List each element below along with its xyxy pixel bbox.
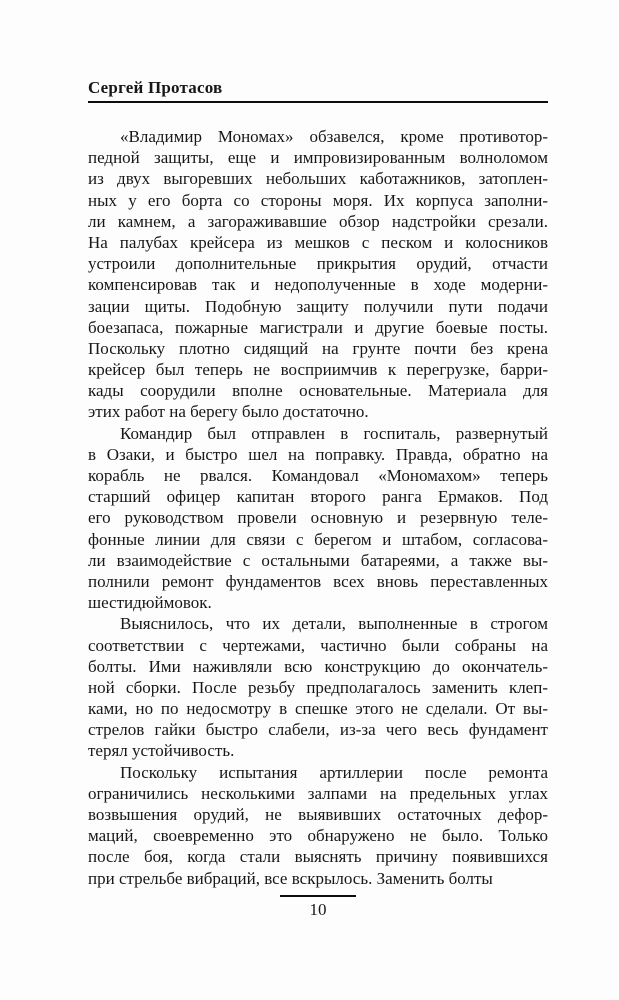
paragraph [88, 423, 548, 614]
author-name: Сергей Протасов [88, 78, 223, 97]
text-line: зации щиты. Подобную защиту получили пути подачи [88, 296, 548, 316]
text-line: из двух выгоревших небольших каботажников, затоплен- [88, 169, 548, 189]
text-line: полнили ремонт фундаментов всех вновь переставленных [88, 571, 548, 591]
paragraph [88, 762, 548, 889]
text-line: «Владимир Мономах» обзавелся, кроме противотор- [120, 127, 548, 146]
text-line: ками, но по недосмотру в спешке этого не сделали. От вы- [88, 699, 548, 719]
text-line: ной сборки. После резьбу предполагалось заменить клеп- [88, 677, 548, 697]
text-line: ограничились несколькими залпами на предельных углах [88, 783, 548, 803]
text-line: компенсировав так и недополученные в ходе модерни- [88, 275, 548, 295]
text-line: этих работ на берегу было достаточно. [88, 402, 369, 422]
text-line: болты. Ими наживляли всю конструкцию до окончатель- [88, 656, 548, 676]
text-line: в Озаки, и быстро шел на поправку. Правда, обратно на [88, 444, 548, 464]
text-line: фонные линии для связи с берегом и штабом, согласова- [88, 529, 548, 549]
text-line: шестидюймовок. [88, 593, 212, 613]
text-line: Выяснилось, что их детали, выполненные в строгом [120, 614, 548, 634]
text-line: после боя, когда стали выяснять причину появившихся [88, 847, 548, 867]
text-line: маций, своевременно это обнаружено не было. Только [88, 826, 548, 846]
running-header [88, 78, 548, 103]
text-line: корабль не рвался. Командовал «Мономахом» теперь [88, 466, 548, 485]
text-line: его руководством провели основную и резервную теле- [88, 508, 548, 528]
paragraph [88, 613, 548, 761]
text-line: кады соорудили вполне основательные. Материала для [88, 381, 548, 401]
text-line: Поскольку плотно сидящий на грунте почти без крена [88, 338, 548, 358]
text-line: крейсер был теперь не восприимчив к перегрузке, барри- [88, 360, 548, 380]
text-line: боезапаса, пожарные магистрали и другие боевые посты. [88, 317, 548, 337]
text-line: педной защиты, еще и импровизированным волноломом [88, 148, 548, 168]
text-line: при стрельбе вибраций, все вскрылось. Заменить болты [88, 868, 493, 888]
body-text [88, 126, 548, 889]
text-block [88, 78, 548, 889]
text-line: ных у его борта со стороны моря. Их корпуса заполни- [88, 190, 548, 210]
footer-divider [280, 895, 356, 897]
text-line: Командир был отправлен в госпиталь, развернутый [120, 423, 548, 443]
page-number: 10 [309, 900, 327, 919]
text-line: На палубах крейсера из мешков с песком и колосников [88, 232, 548, 252]
text-line: стрелов гайки быстро слабели, из-за чего весь фундамент [88, 720, 548, 740]
text-line: возвышения орудий, не выявивших остаточных дефор- [88, 805, 548, 824]
text-line: соответствии с чертежами, частично были собраны на [88, 635, 548, 655]
text-line: устроили дополнительные прикрытия орудий, отчасти [88, 254, 548, 274]
text-line: терял устойчивость. [88, 741, 235, 761]
text-line: ли взаимодействие с остальными батареями, а также вы- [88, 550, 548, 570]
text-line: ли камнем, а загораживавшие обзор надстройки срезали. [88, 211, 548, 231]
paragraph [88, 126, 548, 423]
text-line: старший офицер капитан второго ранга Ермаков. Под [88, 487, 548, 507]
text-line: Поскольку испытания артиллерии после ремонта [120, 762, 548, 782]
page-footer [88, 895, 548, 920]
